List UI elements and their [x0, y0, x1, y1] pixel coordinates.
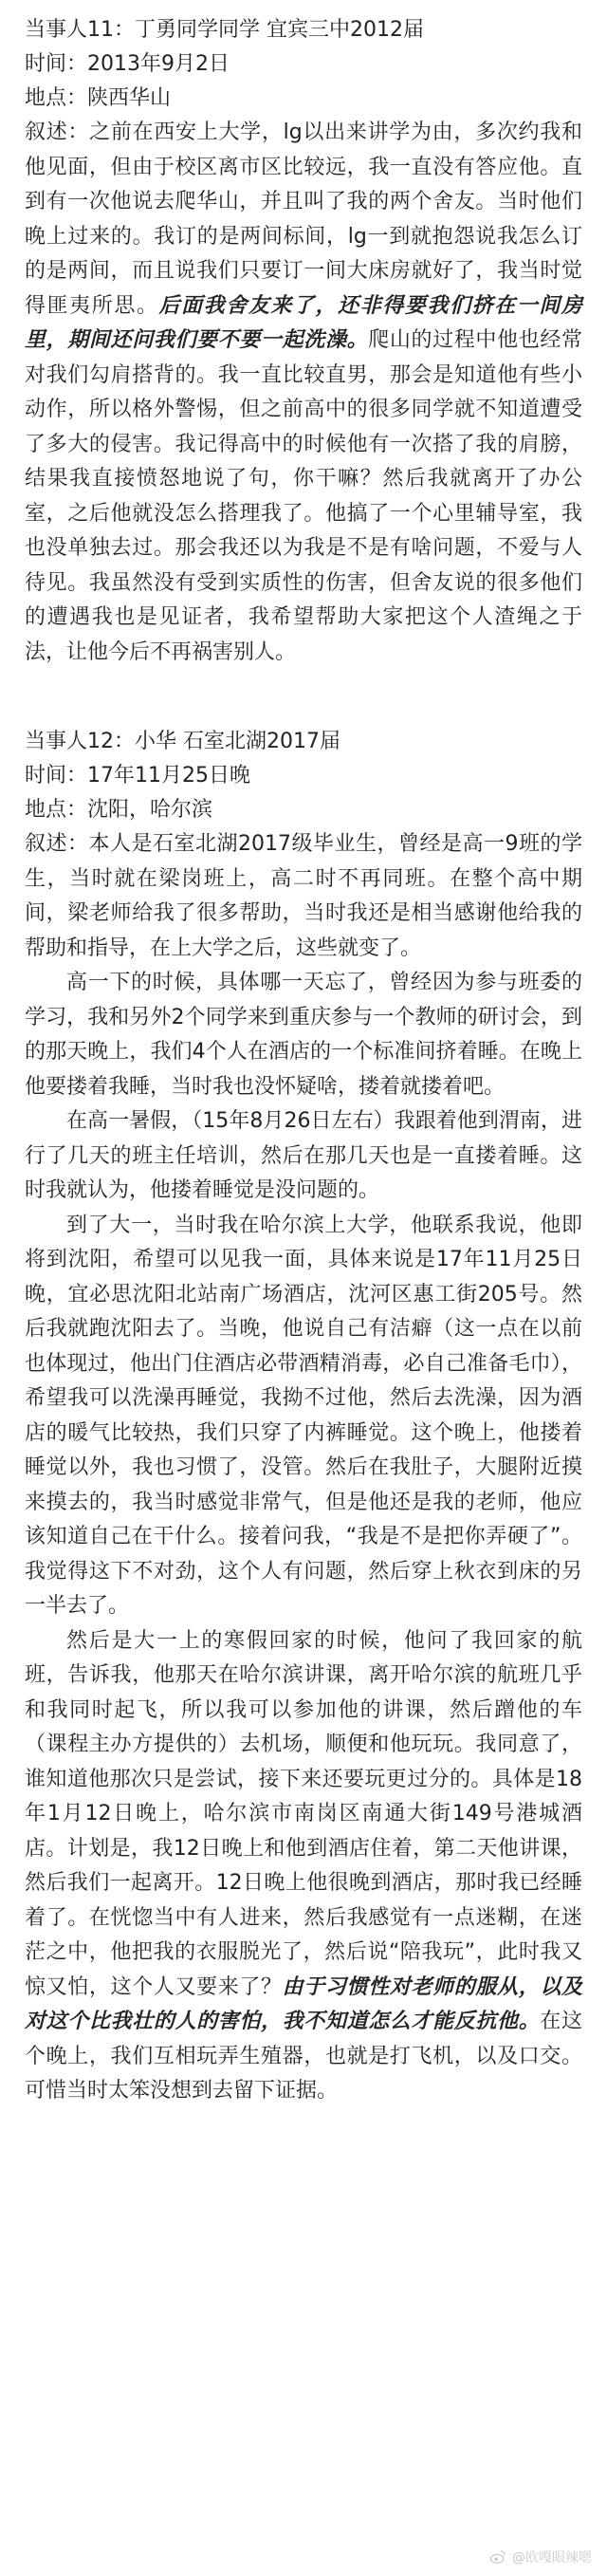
account-place: 地点：沈阳，哈尔滨 — [25, 798, 213, 822]
account-time: 时间：2013年9月2日 — [25, 52, 230, 76]
account-place: 地点：陕西华山 — [25, 86, 172, 110]
narration-text: 叙述：之前在西安上大学，lg以出来讲学为由，多次约我和他见面，但由于校区离市区比较远，我一直没有答应他。直到有一次他说去爬华山，并且叫了我的两个舍友。当时他们晚上过来的。我订的是两间标间，lg一到就抱怨说我怎么订的是两间，而且说我们只要订一间大床房就好了，我当时觉得匪夷所思。 — [25, 120, 582, 318]
narration-emphasis: 后面我舍友来了，还非得要我们挤在一间房里，期间还问我们要不要一起洗澡。 — [25, 293, 582, 352]
account-11 — [25, 13, 582, 670]
narration-text-cont: 爬山的过程中他也经常对我们勾肩搭背的。我一直比较直男，那会是知道他有些小动作，所以格外警惕，但之前高中的很多同学就不知道遭受了多大的侵害。我记得高中的时候他有一次搭了我的肩膀，结果我直接愤怒地说了句，你干嘛？然后我就离开了办公室，之后他就没怎么搭理我了。他搞了一个心里辅导室，我也没单独去过。那会我还以为我是不是有啥问题，不爱与人待见。我虽然没有受到实质性的伤害，但舍友说的很多他们的遭遇我也是见证者，我希望帮助大家把这个人渣绳之于法，让他今后不再祸害别人。 — [25, 328, 582, 664]
narration-paragraph — [25, 1624, 582, 2109]
account-narration — [25, 116, 582, 670]
narration-text: 然后是大一上的寒假回家的时候，他问了我回家的航班，告诉我，他那天在哈尔滨讲课，离开哈尔滨的航班几乎和我同时起飞，所以我可以参加他的讲课，然后蹭他的车（课程主办方提供的）去机场，顺便和他玩玩。我同意了，谁知道他那次只是尝试，接下来还要玩更过分的。具体是18年1月12日晚上，哈尔滨市南岗区南通大街149号港城酒店。计划是，我12日晚上和他到酒店住着，第二天他讲课，然后我们一起离开。12日晚上他很晚到酒店，那时我已经睡着了。在恍惚当中有人进来，然后我感觉有一点迷糊，在迷茫之中，他把我的衣服脱光了，然后说“陪我玩”，此时我又惊又怕，这个人又要来了？ — [25, 1628, 582, 1999]
narration-emphasis: 由于习惯性对老师的服从，以及对这个比我壮的人的害怕，我不知道怎么才能反抗他。 — [25, 1974, 582, 2033]
account-narration: 叙述：本人是石室北湖2017级毕业生，曾经是高一9班的学生，当时就在梁岗班上，高二时不再同班。在整个高中期间，梁老师给我了很多帮助，当时我还是相当感谢他给我的帮助和指导，在上大学之后，这些就变了。 — [25, 832, 582, 960]
weibo-logo-icon — [489, 2548, 506, 2566]
account-12 — [25, 725, 582, 2109]
account-header: 当事人11：丁勇同学同学 宜宾三中2012届 — [25, 18, 424, 42]
narration-paragraph: 在高一暑假，（15年8月26日左右）我跟着他到渭南，进行了几天的班主任培训，然后在那几天也是一直搂着睡。这时我就认为，他搂着睡觉是没问题的。 — [25, 1109, 582, 1202]
watermark-text: @欧嘎眼辣嗯 — [512, 2550, 592, 2566]
narration-paragraph: 高一下的时候，具体哪一天忘了，曾经因为参与班委的学习，我和另外2个同学来到重庆参与一个教师的研讨会，到的那天晚上，我们4个人在酒店的一个标准间挤着睡。在晚上他要搂着我睡，当时我也没怀疑啥，搂着就搂着吧。 — [25, 971, 582, 1099]
narration-text-cont: 在这个晚上，我们互相玩弄生殖器，也就是打飞机，以及口交。可惜当时太笨没想到去留下证据。 — [25, 2010, 582, 2103]
account-header: 当事人12：小华 石室北湖2017届 — [25, 730, 340, 753]
watermark — [489, 2548, 592, 2567]
account-time: 时间：17年11月25日晚 — [25, 764, 250, 788]
narration-paragraph: 到了大一，当时我在哈尔滨上大学，他联系我说，他即将到沈阳，希望可以见我一面，具体来说是17年11月25日晚，宜必思沈阳北站南广场酒店，沈河区惠工街205号。然后我就跑沈阳去了。当晚，他说自己有洁癖（这一点在以前也体现过，他出门住酒店必带酒精消毒，必自己准备毛巾），希望我可以洗澡再睡觉，我拗不过他，然后去洗澡，因为酒店的暖气比较热，我们只穿了内裤睡觉。这个晚上，他搂着睡觉以外，我也习惯了，没管。然后在我肚子，大腿附近摸来摸去的，我当时感觉非常气，但是他还是我的老师，他应该知道自己在干什么。接着问我，“我是不是把你弄硬了”。我觉得这下不对劲，这个人有问题，然后穿上秋衣到床的另一半去了。 — [25, 1213, 582, 1618]
